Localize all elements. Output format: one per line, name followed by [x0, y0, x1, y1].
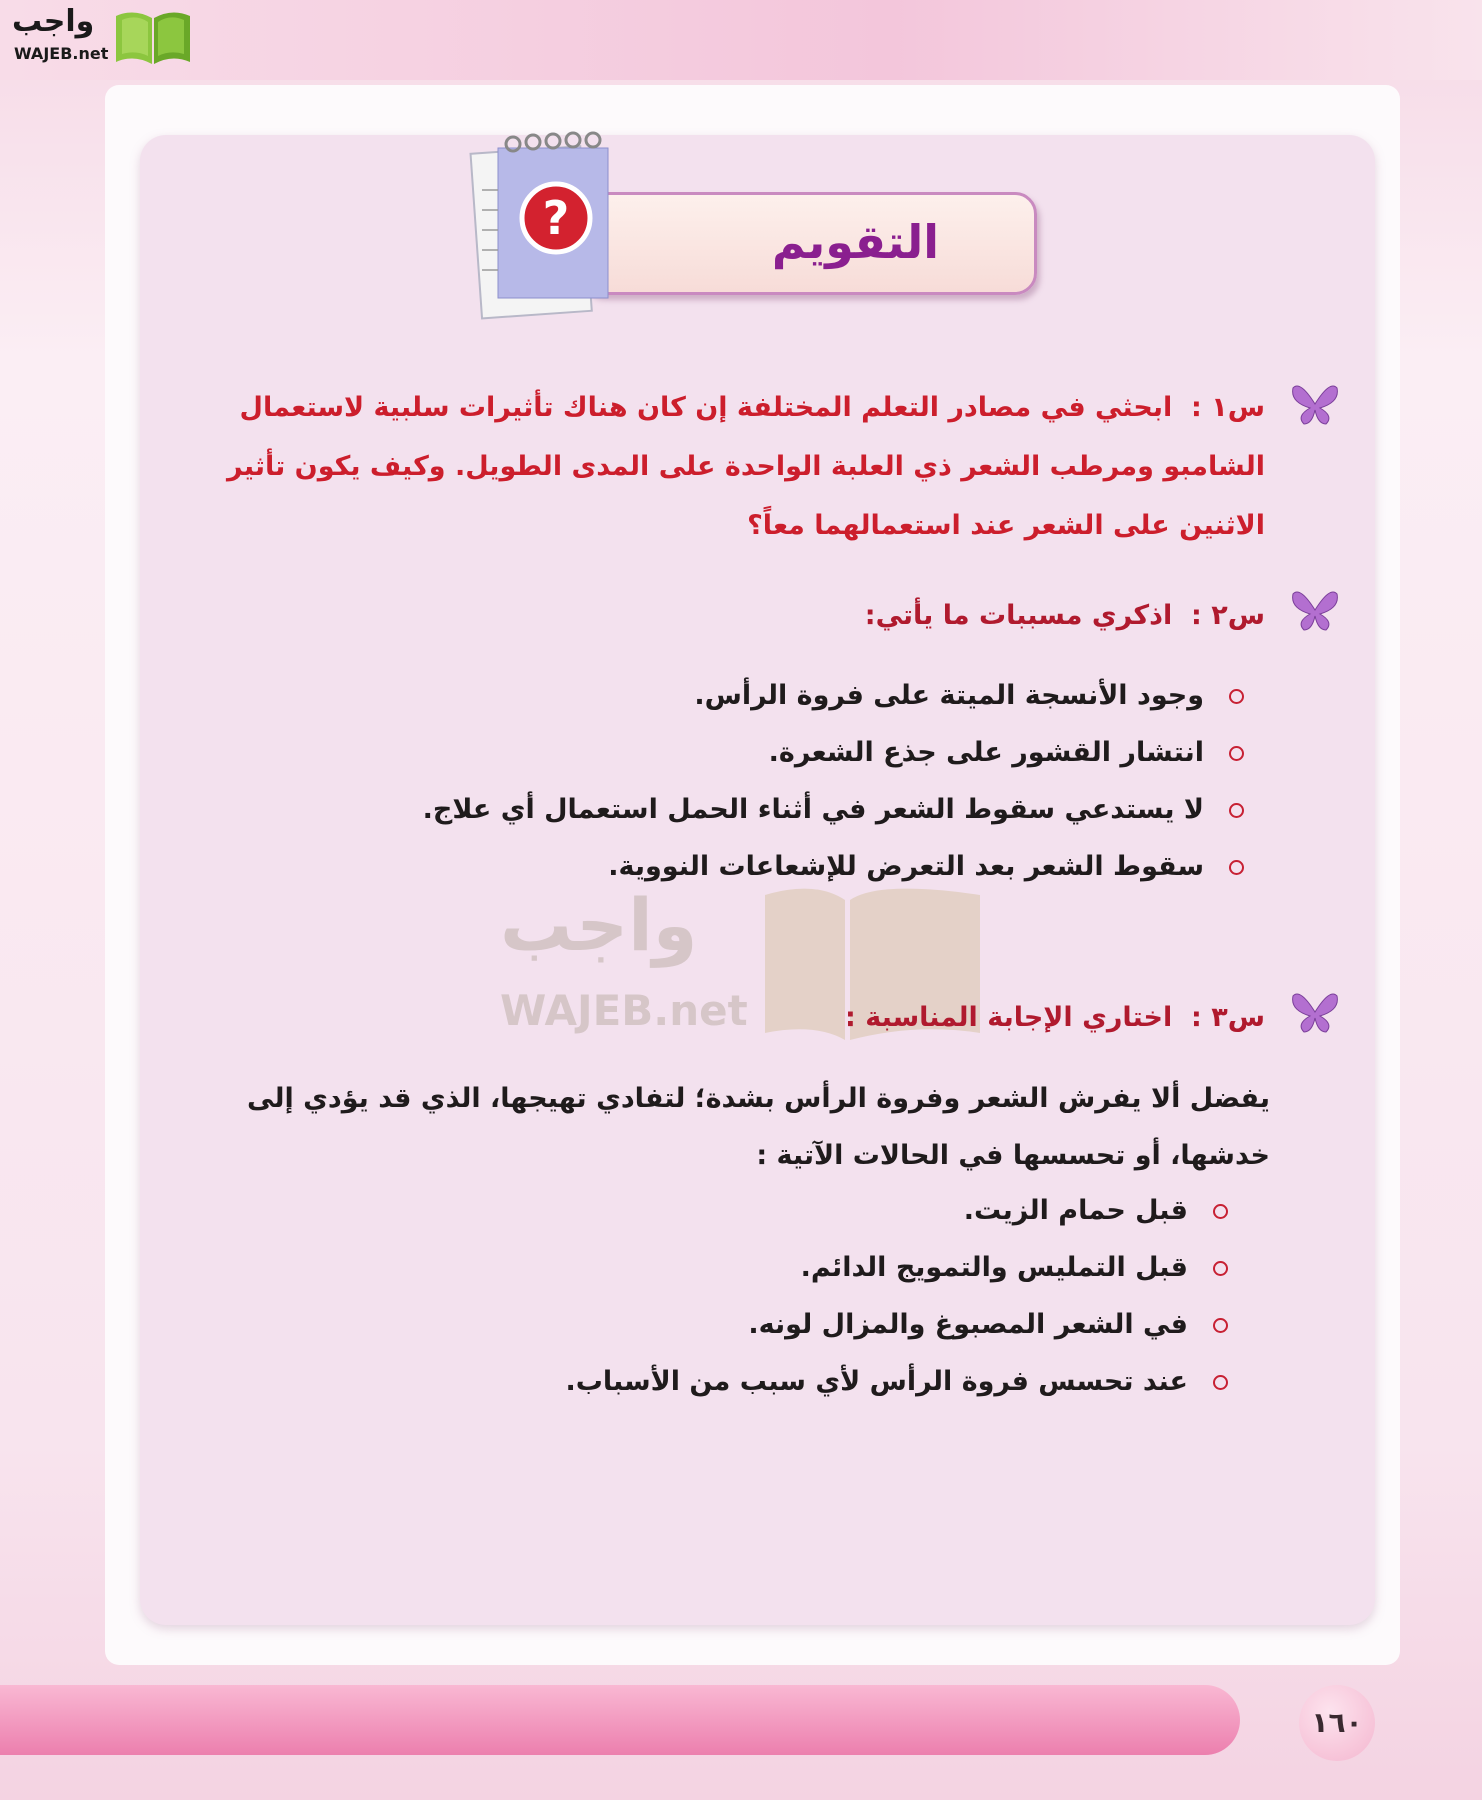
- list-item-text: لا يستدعي سقوط الشعر في أثناء الحمل استعمال أي علاج.: [422, 794, 1204, 825]
- butterfly-icon: [1290, 988, 1340, 1036]
- list-item-text: عند تحسس فروة الرأس لأي سبب من الأسباب.: [565, 1366, 1188, 1397]
- bullet-circle-icon: [1213, 1204, 1228, 1219]
- list-item: [566, 1239, 1234, 1296]
- list-item: [423, 724, 1250, 781]
- question-2-text: اذكري مسببات ما يأتي:: [864, 600, 1173, 631]
- bullet-circle-icon: [1229, 689, 1244, 704]
- list-item: [423, 667, 1250, 724]
- question-3-label: س٣ :: [1191, 1002, 1265, 1033]
- question-3-list: [566, 1182, 1234, 1410]
- list-item-text: وجود الأنسجة الميتة على فروة الرأس.: [694, 680, 1204, 711]
- butterfly-icon: [1290, 380, 1340, 428]
- bullet-circle-icon: [1213, 1261, 1228, 1276]
- section-title: التقويم: [771, 215, 939, 269]
- question-3-text: اختاري الإجابة المناسبة :: [845, 1002, 1173, 1033]
- list-item-text: انتشار القشور على جذع الشعرة.: [768, 737, 1204, 768]
- bullet-circle-icon: [1213, 1375, 1228, 1390]
- svg-text:?: ?: [542, 191, 570, 245]
- question-1-label: س١ :: [1191, 392, 1265, 423]
- book-icon: [114, 8, 192, 66]
- page-number: ١٦٠: [1299, 1685, 1375, 1761]
- question-3: [845, 988, 1265, 1047]
- question-2: [865, 586, 1265, 645]
- wajeb-logo[interactable]: [6, 4, 191, 66]
- question-2-list: [423, 667, 1250, 895]
- notebook-question-icon: [468, 130, 628, 322]
- bullet-circle-icon: [1213, 1318, 1228, 1333]
- section-title-banner: [580, 192, 1037, 295]
- footer-bar: [0, 1685, 1240, 1755]
- list-item: [566, 1353, 1234, 1410]
- list-item-text: قبل حمام الزيت.: [963, 1195, 1188, 1226]
- top-band: [0, 0, 1482, 80]
- question-3-paragraph: يفضل ألا يفرش الشعر وفروة الرأس بشدة؛ لتفادي تهيجها، الذي قد يؤدي إلى خدشها، أو تحسسها في الحالات الآتية :: [247, 1083, 1270, 1171]
- logo-latin: WAJEB.net: [14, 44, 109, 63]
- logo-arabic: واجب: [12, 4, 95, 39]
- list-item: [423, 781, 1250, 838]
- list-item: [566, 1296, 1234, 1353]
- list-item-text: في الشعر المصبوغ والمزال لونه.: [748, 1309, 1188, 1340]
- bullet-circle-icon: [1229, 860, 1244, 875]
- bullet-circle-icon: [1229, 746, 1244, 761]
- list-item: [566, 1182, 1234, 1239]
- question-2-label: س٢ :: [1191, 600, 1265, 631]
- question-1: [155, 378, 1265, 555]
- question-1-text: ابحثي في مصادر التعلم المختلفة إن كان هناك تأثيرات سلبية لاستعمال الشامبو ومرطب الشعر ذي العلبة الواحدة على المدى الطويل. وكيف يكون تأثير الاثنين على الشعر عند استعمالهما معاً؟: [227, 392, 1265, 541]
- butterfly-icon: [1290, 586, 1340, 634]
- list-item-text: قبل التمليس والتمويج الدائم.: [800, 1252, 1188, 1283]
- list-item: [423, 838, 1250, 895]
- svg-text:WAJEB.net: WAJEB.net: [500, 986, 748, 1035]
- svg-text:واجب: واجب: [500, 885, 698, 967]
- list-item-text: سقوط الشعر بعد التعرض للإشعاعات النووية.: [608, 851, 1204, 882]
- bullet-circle-icon: [1229, 803, 1244, 818]
